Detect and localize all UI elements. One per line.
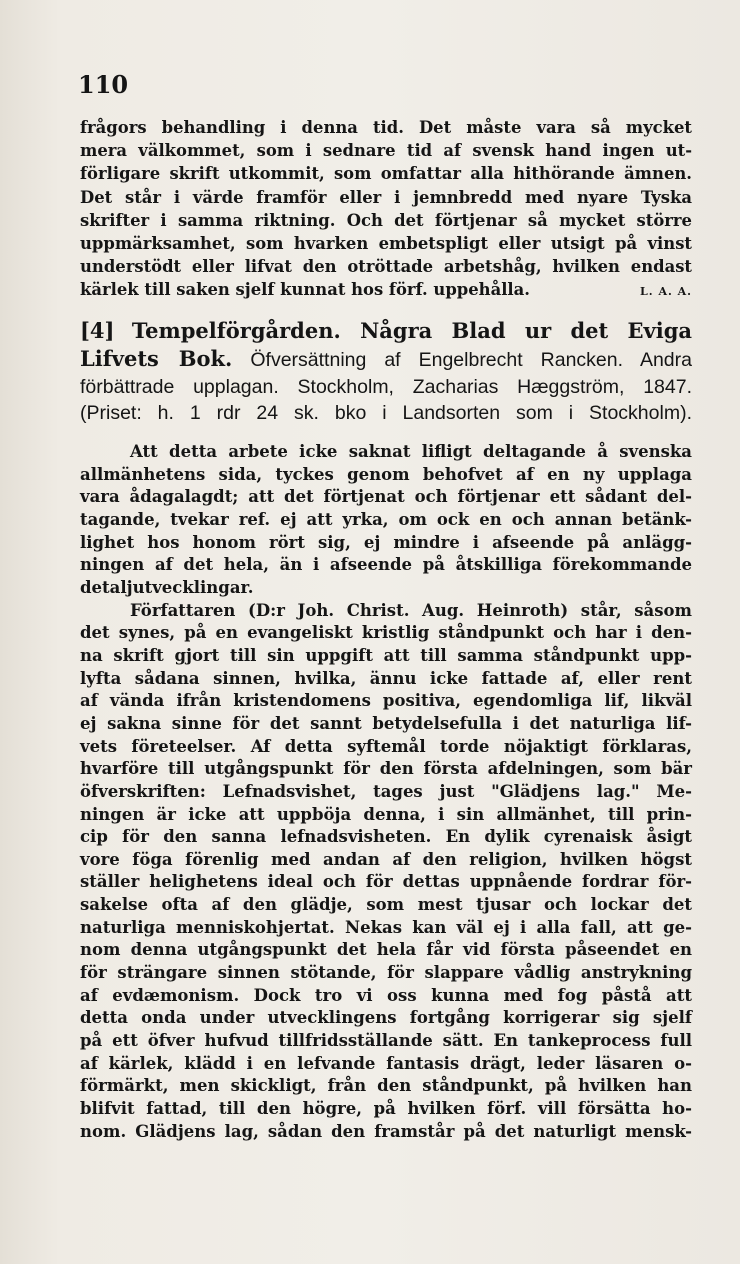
heading-line [80, 318, 692, 346]
text-line: frågors behandling i denna tid. Det måste vara så mycket [80, 118, 692, 137]
text-line: blifvit fattad, till den högre, på hvilken förf. vill försätta ho- [80, 1099, 692, 1119]
text-line: af kärlek, klädd i en lefvande fantasis drägt, leder läsaren o- [80, 1053, 692, 1073]
text-line [80, 278, 692, 301]
text-line: vets företeelser. Af detta syftemål torde nöjaktigt förklaras, [80, 736, 692, 756]
text-line: Att detta arbete icke saknat lifligt deltagande å svenska [130, 442, 692, 461]
text-line: hvarföre till utgångspunkt för den första afdelningen, som bär [80, 759, 692, 779]
entry-number: [4] [80, 318, 115, 343]
text-line: lyfta sådana sinnen, hvilka, ännu icke fattade af, eller rent [80, 668, 692, 688]
text-line: allmänhetens sida, tyckes genom behofvet af en ny upplaga [80, 464, 692, 484]
text-line: detaljutvecklingar. [80, 577, 254, 597]
entry-heading [80, 318, 692, 427]
text-line: öfverskriften: Lefnadsvishet, tages just "Glädjens lag." Me- [80, 781, 692, 801]
text-line: förligare skrift utkommit, som omfattar alla hithörande ämnen. [80, 164, 692, 184]
text-line: nom. Glädjens lag, sådan den framstår på det naturligt mensk- [80, 1121, 692, 1141]
text-line: naturliga menniskohjertat. Nekas kan väl ej i alla fall, att ge- [80, 917, 692, 937]
text-line: för strängare sinnen stötande, för slappare vådlig anstrykning [80, 963, 692, 983]
text-line: Det står i värde framför eller i jemnbredd med nyare Tyska [80, 187, 692, 207]
review-body [80, 441, 692, 1143]
text-line: sakelse ofta af den glädje, som mest tjusar och lockar det [80, 895, 692, 915]
review-last-line: kärlek till saken sjelf kunnat hos förf. uppehålla. [80, 280, 530, 300]
heading-line [80, 346, 692, 374]
text-line: tagande, tvekar ref. ej att yrka, om ock en och annan betänk- [80, 509, 692, 529]
text-line: på ett öfver hufvud tillfridsställande sätt. En tankeprocess full [80, 1031, 692, 1051]
text-line: nom denna utgångspunkt det hela får vid första påseendet en [80, 940, 692, 960]
heading-line: förbättrade upplagan. Stockholm, Zacharias Hæggström, 1847. [80, 375, 692, 398]
heading-line: (Priset: h. 1 rdr 24 sk. bko i Landsorten som i Stockholm). [80, 402, 692, 425]
text-line: Författaren (D:r Joh. Christ. Aug. Heinroth) står, såsom [130, 600, 692, 620]
text-line: det synes, på en evangeliskt kristlig ståndpunkt och har i den- [80, 623, 692, 643]
book-title-cont: Lifvets Bok. [80, 345, 233, 371]
text-line: af evdæmonism. Dock tro vi oss kunna med fog påstå att [80, 985, 692, 1005]
text-line: na skrift gjort till sin uppgift att till samma ståndpunkt upp- [80, 645, 692, 665]
text-line: mera välkommet, som i sednare tid af svensk hand ingen ut- [80, 141, 692, 161]
reviewer-signature: L. A. A. [640, 285, 692, 299]
book-title: Tempelförgården. Några Blad ur det Eviga [131, 318, 692, 343]
text-line: cip för den sanna lefnadsvisheten. En dylik cyrenaisk åsigt [80, 827, 692, 847]
text-line: lighet hos honom rört sig, ej mindre i afseende på anlägg- [80, 532, 692, 552]
text-line: skrifter i samma riktning. Och det förtjenar så mycket större [80, 210, 692, 230]
text-line: vara ådagalagdt; att det förtjenat och förtjenar ett sådant del- [80, 487, 692, 507]
text-line: ställer helighetens ideal och för dettas uppnående fordrar för- [80, 872, 692, 892]
text-line: uppmärksamhet, som hvarken embetspligt eller utsigt på vinst [80, 234, 692, 254]
text-line: understödt eller lifvat den otröttade arbetshåg, hvilken endast [80, 257, 692, 277]
page-number: 110 [78, 70, 129, 99]
text-line: detta onda under utvecklingens fortgång korrigerar sig sjelf [80, 1008, 692, 1028]
text-line: förmärkt, men skickligt, från den ståndpunkt, på hvilken han [80, 1076, 692, 1096]
text-line: ningen är icke att uppböja denna, i sin allmänhet, till prin- [80, 804, 692, 824]
translation-info: Öfversättning af Engelbrecht Rancken. Andra [250, 348, 692, 371]
text-line: vore föga förenlig med andan af den religion, hvilken högst [80, 849, 692, 869]
text-line: ningen af det hela, än i afseende på åtskilliga förekommande [80, 555, 692, 575]
review-text [80, 116, 692, 304]
text-line: af vända ifrån kristendomens positiva, egendomliga lif, likväl [80, 691, 692, 711]
text-line: ej sakna sinne för det sannt betydelsefulla i det naturliga lif- [80, 713, 692, 733]
